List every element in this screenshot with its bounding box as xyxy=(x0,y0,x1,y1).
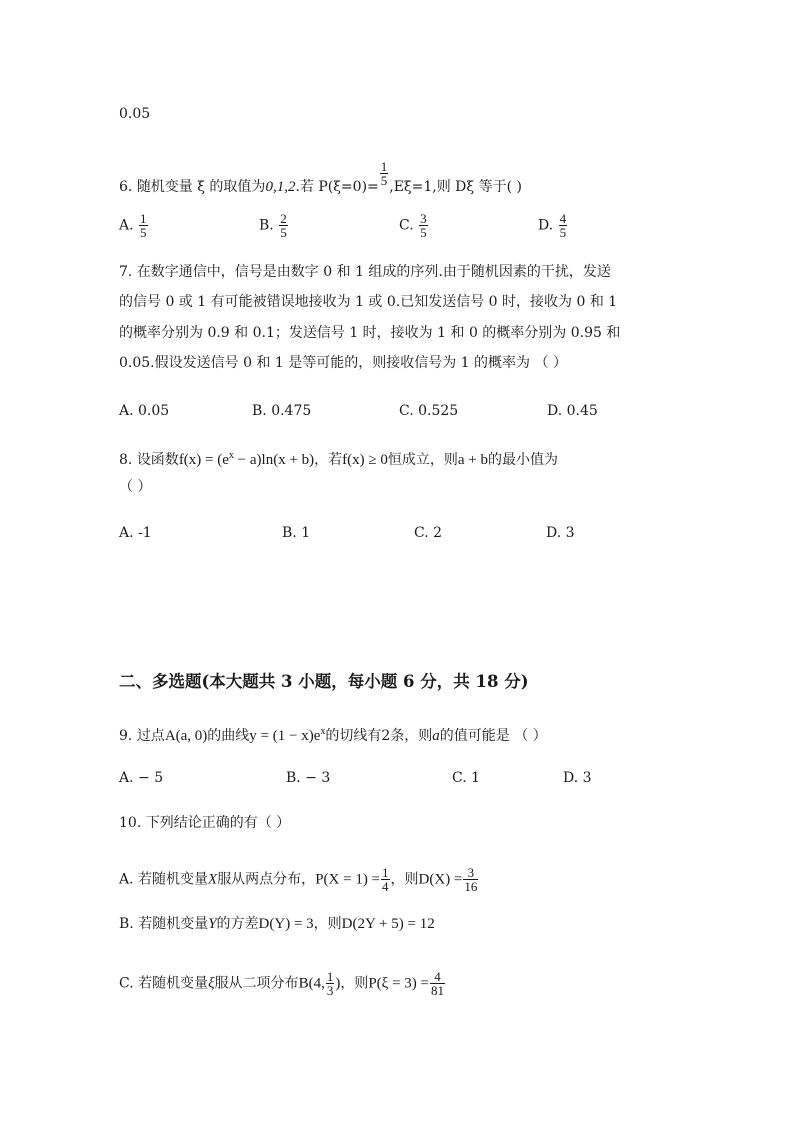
question-number: 6. xyxy=(119,179,133,195)
option-d[interactable]: D. $\frac{4}{5}$ xyxy=(538,211,567,240)
question-10: 10. 下列结论正确的有（ ） xyxy=(119,815,291,831)
question-number: 8. xyxy=(119,452,133,468)
question-7-line-1: 7. 在数字通信中，信号是由数字 0 和 1 组成的序列.由于随机因素的干扰，发送 xyxy=(119,264,611,280)
question-10-option-a[interactable]: A. 若随机变量X服从两点分布，P(X = 1) = $\frac{1}{4}$ ，则D(X) = $\frac{3}{16}$ xyxy=(119,865,478,894)
question-7-line-4: 0.05.假设发送信号 0 和 1 是等可能的，则接收信号为 1 的概率为 （ ） xyxy=(119,355,567,371)
option-a[interactable]: A. 0.05 xyxy=(119,403,170,419)
option-b[interactable]: B. − 3 xyxy=(286,770,331,786)
question-9: 9. 过点A(a, 0)的曲线$y = (1 - x)e^x$的切线有2条，则a的值可能是 （ ） xyxy=(119,726,547,744)
option-d[interactable]: D. 3 xyxy=(546,525,575,541)
question-10-option-c[interactable]: C. 若随机变量ξ服从二项分布B(4, $\frac{1}{3}$ )，则P(ξ = 3) = $\frac{4}{81}$ xyxy=(119,969,445,998)
option-c[interactable]: C. 1 xyxy=(452,770,481,786)
previous-answer-fragment: 0.05 xyxy=(119,106,151,122)
option-c[interactable]: C. 0.525 xyxy=(399,403,459,419)
question-10-option-b[interactable]: B. 若随机变量Y的方差D(Y) = 3，则D(2Y + 5) = 12 xyxy=(119,916,435,932)
section-heading: 二、多选题(本大题共 3 小题，每小题 6 分，共 18 分) xyxy=(119,672,529,691)
option-d[interactable]: D. 3 xyxy=(563,770,592,786)
fraction: $\frac{1}{5}$ xyxy=(380,159,388,188)
option-a[interactable]: A. $\frac{1}{5}$ xyxy=(119,211,147,240)
option-a[interactable]: A. − 5 xyxy=(119,770,164,786)
question-8: 8. 设函数$f(x) = (e^x - a)\ln(x + b)$，若f(x) ≥ 0恒成立，则a + b的最小值为 xyxy=(119,450,558,468)
question-8-answer-bracket: （ ） xyxy=(119,479,152,495)
question-7-line-2: 的信号 0 或 1 有可能被错误地接收为 1 或 0.已知发送信号 0 时，接收为 0 和 1 xyxy=(119,294,618,310)
function-formula: $f(x) = (e^x - a)\ln(x + b)$ xyxy=(178,450,315,468)
option-a[interactable]: A. -1 xyxy=(119,525,152,541)
option-b[interactable]: B. 1 xyxy=(282,525,311,541)
question-number: 9. xyxy=(119,728,133,744)
question-6: 6. 随机变量 ξ 的取值为0,1,2.若 P(ξ=0)= $\frac{1}{5}$ ,Eξ=1,则 Dξ 等于( ) xyxy=(119,159,522,195)
option-c[interactable]: C. $\frac{3}{5}$ xyxy=(399,211,427,240)
option-b[interactable]: B. 0.475 xyxy=(252,403,312,419)
question-7-line-3: 的概率分别为 0.9 和 0.1；发送信号 1 时，接收为 1 和 0 的概率分别为 0.95 和 xyxy=(119,325,621,341)
option-c[interactable]: C. 2 xyxy=(414,525,443,541)
option-d[interactable]: D. 0.45 xyxy=(547,403,598,419)
option-b[interactable]: B. $\frac{2}{5}$ xyxy=(259,211,287,240)
